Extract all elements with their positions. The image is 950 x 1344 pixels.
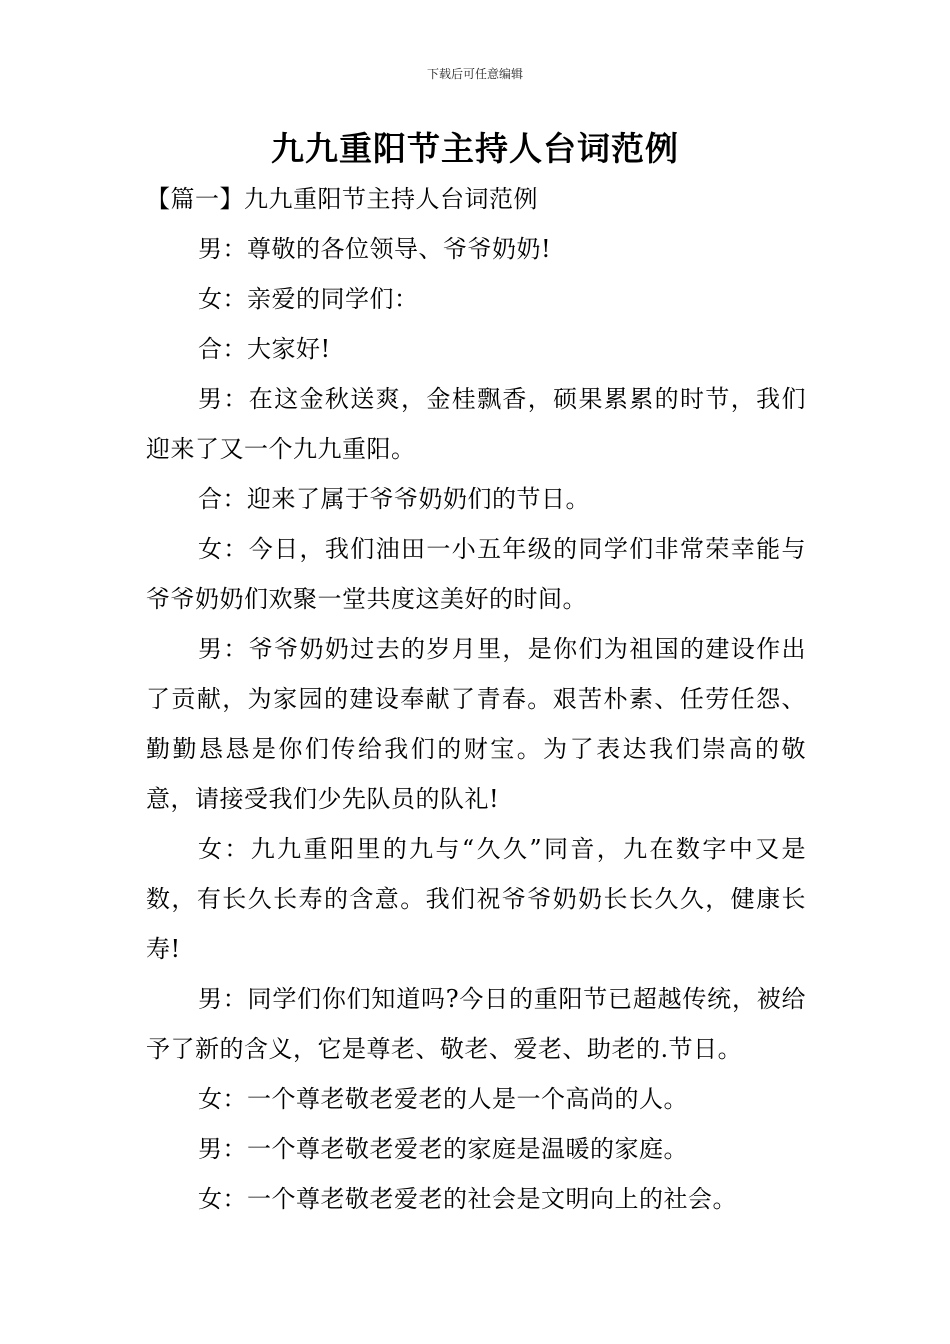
paragraph: 男：一个尊老敬老爱老的家庭是温暖的家庭。 [198,1135,688,1163]
paragraph: 女：九九重阳里的九与“久久”同音，九在数字中又是数，有长久长寿的含意。我们祝爷爷奶奶长长久久，健康长寿! [146,835,806,963]
paragraph: 女：今日，我们油田一小五年级的同学们非常荣幸能与爷爷奶奶们欢聚一堂共度这美好的时间。 [146,535,806,613]
paragraph: 女：亲爱的同学们： [198,285,419,313]
document-body [146,174,806,1224]
paragraph: 女：一个尊老敬老爱老的人是一个高尚的人。 [198,1085,688,1113]
header-note: 下载后可任意编辑 [426,67,523,81]
paragraph: 男：尊敬的各位领导、爷爷奶奶! [198,235,552,263]
paragraph: 男：在这金秋送爽，金桂飘香，硕果累累的时节，我们迎来了又一个九九重阳。 [146,385,806,463]
document-title: 九九重阳节主持人台词范例 [271,129,679,168]
paragraph: 女：一个尊老敬老爱老的社会是文明向上的社会。 [198,1185,737,1213]
paragraph: 合：大家好! [198,335,331,363]
paragraph: 男：同学们你们知道吗?今日的重阳节已超越传统，被给予了新的含义，它是尊老、敬老、爱老、助老的.节日。 [146,985,806,1063]
paragraph: 男：爷爷奶奶过去的岁月里，是你们为祖国的建设作出了贡献，为家园的建设奉献了青春。艰苦朴素、任劳任怨、勤勤恳恳是你们传给我们的财宝。为了表达我们崇高的敬意，请接受我们少先队员的队礼! [146,635,806,813]
section-heading: 【篇一】九九重阳节主持人台词范例 [146,185,538,213]
paragraph: 合：迎来了属于爷爷奶奶们的节日。 [198,485,590,513]
